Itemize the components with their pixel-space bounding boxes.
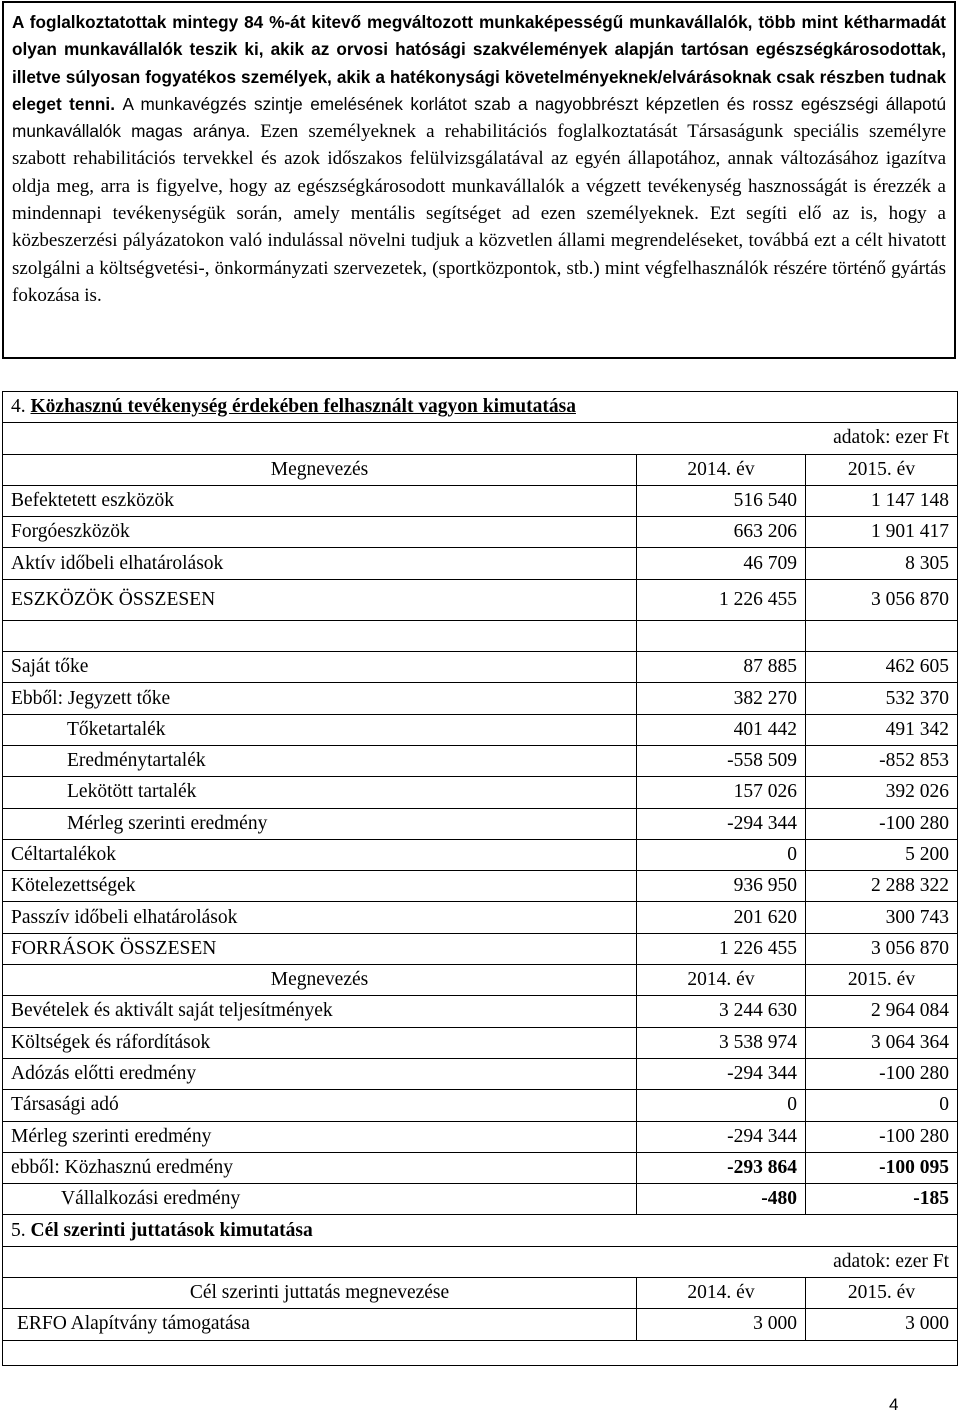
section4-number: 4.	[11, 396, 26, 418]
value-2015: 3 056 870	[806, 933, 958, 964]
section5-header-row	[3, 1278, 958, 1309]
section4-header-row	[3, 454, 958, 485]
table-row-total-liabilities	[3, 933, 958, 964]
section4-title: Közhasznú tevékenység érdekében felhasznált vagyon kimutatása	[30, 396, 576, 418]
row-label: Vállalkozási eredmény	[3, 1184, 637, 1215]
table-row	[3, 683, 958, 714]
spacer-row	[3, 620, 958, 651]
col-header-name: Cél szerinti juttatás megnevezése	[3, 1278, 637, 1309]
value-2014: 201 620	[637, 902, 806, 933]
col-header-2015: 2015. év	[806, 454, 958, 485]
table-row	[3, 777, 958, 808]
value-2015: -185	[806, 1184, 958, 1215]
row-label: Bevételek és aktivált saját teljesítmények	[3, 996, 637, 1027]
value-2014: -294 344	[637, 808, 806, 839]
table-row	[3, 1058, 958, 1089]
row-label: Eredménytartalék	[3, 745, 637, 776]
value-2014: 87 885	[637, 652, 806, 683]
value-2014: 157 026	[637, 777, 806, 808]
table-row	[3, 652, 958, 683]
row-label: Lekötött tartalék	[3, 777, 637, 808]
intro-sentence-2: A munkavégzés szintje emelésének korlátot szab a nagyobbrészt képzetlen és rossz egészségi állapotú munkavállalók magas aránya.	[12, 93, 947, 142]
value-2015: 2 288 322	[806, 871, 958, 902]
section4-unit: adatok: ezer Ft	[3, 423, 958, 454]
value-2015: -852 853	[806, 745, 958, 776]
value-2014: 3 538 974	[637, 1027, 806, 1058]
value-2015: 392 026	[806, 777, 958, 808]
value-2014: 0	[637, 1090, 806, 1121]
col-header-2014: 2014. év	[637, 1278, 806, 1309]
spacer-row	[3, 1340, 958, 1365]
value-2015: 462 605	[806, 652, 958, 683]
table-row	[3, 996, 958, 1027]
value-2014: -558 509	[637, 745, 806, 776]
value-2014: 382 270	[637, 683, 806, 714]
row-label: Kötelezettségek	[3, 871, 637, 902]
page-number: 4	[889, 1395, 899, 1414]
row-label: Aktív időbeli elhatárolások	[3, 548, 637, 579]
value-2015: -100 280	[806, 1058, 958, 1089]
row-label: Céltartalékok	[3, 839, 637, 870]
value-2015: 5 200	[806, 839, 958, 870]
row-label: Társasági adó	[3, 1090, 637, 1121]
row-label: ebből: Közhasznú eredmény	[3, 1152, 637, 1183]
value-2014: 3 000	[637, 1309, 806, 1340]
col-header-2015: 2015. év	[806, 965, 958, 996]
row-label: ERFO Alapítvány támogatása	[3, 1309, 637, 1340]
row-label: Adózás előtti eredmény	[3, 1058, 637, 1089]
value-2014: -480	[637, 1184, 806, 1215]
row-label: ESZKÖZÖK ÖSSZESEN	[3, 579, 637, 620]
value-2014: 3 244 630	[637, 996, 806, 1027]
value-2014: -294 344	[637, 1121, 806, 1152]
section5-unit: adatok: ezer Ft	[3, 1246, 958, 1277]
row-label: Saját tőke	[3, 652, 637, 683]
value-2015: 2 964 084	[806, 996, 958, 1027]
section5-title-row	[3, 1215, 958, 1246]
intro-sentence-3: Ezen személyeknek a rehabilitációs foglalkoztatását Társaságunk speciális személyre szabott rehabilitációs tervekkel és azok időszakos felülvizsgálatával az egyén állapotához, annak változásához igazítva oldja meg, arra is figyelve, hogy az egészségkárosodott munkavállalók a végzett tevékenység hasznosságát is érezzék a mindennapi tevékenységük során, amely mentális segítséget ad ezen személyeknek. Ezt segíti elő az is, hogy a közbeszerzési pályázatokon való indulással növelni tudjuk a közvetlen állami megrendeléseket, továbbá ezt a célt hivatott szolgálni a költségvetési-, önkormányzati szervezetek, (sportközpontok, stb.) mint végfelhasználók részére történő gyártás fokozása is.	[12, 121, 947, 306]
intro-text-box	[2, 1, 956, 359]
table-row	[3, 485, 958, 516]
table-row	[3, 548, 958, 579]
value-2015: 532 370	[806, 683, 958, 714]
row-label: Tőketartalék	[3, 714, 637, 745]
value-2014: -294 344	[637, 1058, 806, 1089]
table-row	[3, 1184, 958, 1215]
value-2015: 3 056 870	[806, 579, 958, 620]
value-2015: 3 064 364	[806, 1027, 958, 1058]
value-2015: -100 280	[806, 808, 958, 839]
value-2015: 491 342	[806, 714, 958, 745]
section5-number: 5.	[11, 1219, 26, 1241]
value-2014: 936 950	[637, 871, 806, 902]
col-header-2015: 2015. év	[806, 1278, 958, 1309]
row-label: Ebből: Jegyzett tőke	[3, 683, 637, 714]
value-2014: 1 226 455	[637, 579, 806, 620]
value-2015: 300 743	[806, 902, 958, 933]
value-2014: -293 864	[637, 1152, 806, 1183]
col-header-name: Megnevezés	[3, 965, 637, 996]
table-row	[3, 1121, 958, 1152]
col-header-2014: 2014. év	[637, 454, 806, 485]
col-header-name: Megnevezés	[3, 454, 637, 485]
table-row	[3, 1027, 958, 1058]
table-row	[3, 839, 958, 870]
row-label: Passzív időbeli elhatárolások	[3, 902, 637, 933]
intro-sentence-1: A foglalkoztatottak mintegy 84 %-át kitevő megváltozott munkaképességű munkavállalók, több mint kétharmadát olyan munkavállalók teszik ki, akik az orvosi hatósági szakvélemények alapján tartósan egészségkárosodottak, illetve súlyosan fogyatékos személyek, akik a hatékonysági követelményeknek/elvárásoknak csak részben tudnak eleget tenni.	[12, 12, 946, 114]
intro-paragraph	[12, 9, 946, 309]
value-2015: 1 901 417	[806, 517, 958, 548]
income-header-row	[3, 965, 958, 996]
table-row	[3, 808, 958, 839]
col-header-2014: 2014. év	[637, 965, 806, 996]
section5-unit-row	[3, 1246, 958, 1277]
row-label: Forgóeszközök	[3, 517, 637, 548]
value-2014: 1 226 455	[637, 933, 806, 964]
table-row	[3, 1309, 958, 1340]
table-row	[3, 745, 958, 776]
row-label: Költségek és ráfordítások	[3, 1027, 637, 1058]
value-2014: 0	[637, 839, 806, 870]
section5-title: Cél szerinti juttatások kimutatása	[30, 1219, 313, 1241]
row-label: Mérleg szerinti eredmény	[3, 1121, 637, 1152]
table-row	[3, 714, 958, 745]
value-2014: 46 709	[637, 548, 806, 579]
value-2014: 516 540	[637, 485, 806, 516]
value-2014: 663 206	[637, 517, 806, 548]
value-2015: -100 280	[806, 1121, 958, 1152]
financial-table	[2, 391, 958, 1366]
table-row	[3, 871, 958, 902]
value-2015: 0	[806, 1090, 958, 1121]
value-2014: 401 442	[637, 714, 806, 745]
table-row	[3, 517, 958, 548]
row-label: Befektetett eszközök	[3, 485, 637, 516]
table-row-total-assets	[3, 579, 958, 620]
value-2015: 8 305	[806, 548, 958, 579]
table-row	[3, 1090, 958, 1121]
value-2015: 3 000	[806, 1309, 958, 1340]
table-row	[3, 1152, 958, 1183]
value-2015: -100 095	[806, 1152, 958, 1183]
value-2015: 1 147 148	[806, 485, 958, 516]
table-row	[3, 902, 958, 933]
section4-unit-row	[3, 423, 958, 454]
row-label: Mérleg szerinti eredmény	[3, 808, 637, 839]
row-label: FORRÁSOK ÖSSZESEN	[3, 933, 637, 964]
section4-title-row	[3, 392, 958, 423]
